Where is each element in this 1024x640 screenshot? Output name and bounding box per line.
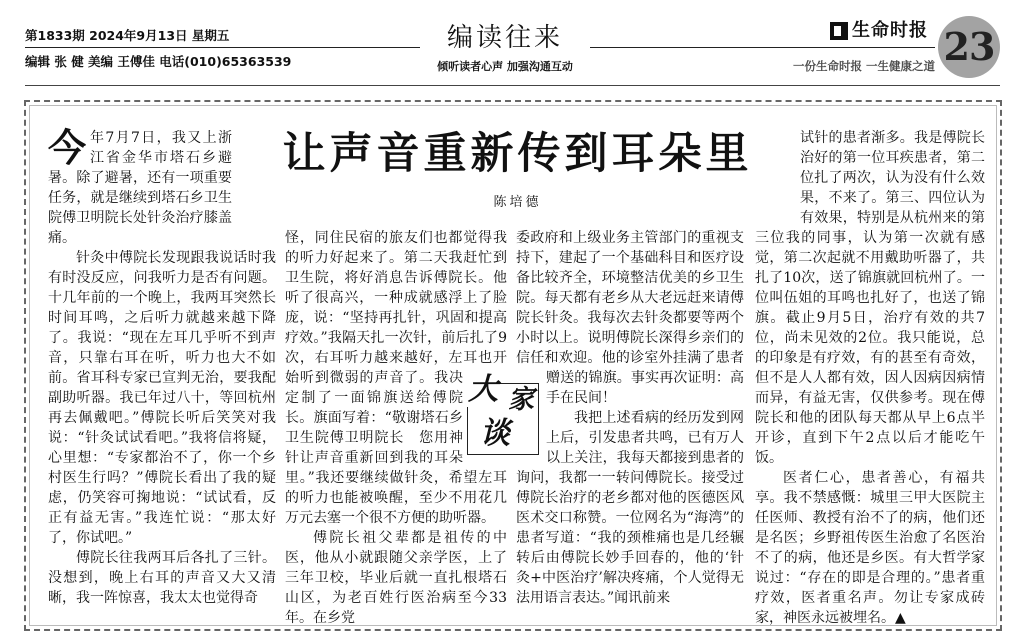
masthead-logo-text: 生命时报 <box>852 20 928 41</box>
header-divider-right <box>590 47 935 48</box>
article-paragraph: 傅院长祖父辈都是祖传的中医，他从小就跟随父亲学医，上了三年卫校，毕业后就一直扎根塔石山区，为老百姓行医治病至今33年。在乡党 <box>285 530 507 626</box>
article-column-3 <box>516 228 744 608</box>
editor-credits: 编辑 张 健 美编 王傅佳 电话(010)65363539 <box>25 54 292 69</box>
article-column-1 <box>48 125 276 608</box>
page-number-badge <box>938 16 1000 78</box>
badge-char: 大 <box>468 372 498 407</box>
section-title: 编读往来 <box>446 23 563 53</box>
article-paragraph: 怪，同住民宿的旅友们也都觉得我的听力好起来了。第二天我赶忙到卫生院，将好消息告诉傅院长。他听了很高兴，一种成就感浮上了脸庞，说：“坚持再扎针，巩固和提高疗效。”我隔天扎一次针，前后扎了9次，右耳听力越来越好，左耳也开始听到微弱的声音了。我决定制了一面锦旗送给傅院长。旗面写着：“敬谢塔石乡卫生院傅卫明院长 您用神针让声音重新回到我的耳朵里。”我还要继续做针灸，希望左耳的听力也能被唤醒，至少不用花几万元去塞一个很不方便的助听器。 <box>285 230 507 526</box>
drop-cap: 今 <box>48 125 87 170</box>
section-subtitle: 倾听读者心声 加强沟通互动 <box>437 60 573 73</box>
page-number: 23 <box>943 24 995 69</box>
article-paragraph: 我把上述看病的经历发到网上后，引发患者共鸣，已有万人以上关注，我每天都接到患者的询问，我都一一转问傅院长。接受过傅院长治疗的老乡都对他的医德医风医术交口称赞。一位网名为“海湾”的患者写道：“我的颈椎痛也是几经辗转后由傅院长妙手回春的，他的‘针灸+中医治疗’解决疼痛，个人觉得无法用语言表达。”闻讯前来 <box>516 410 744 606</box>
title-wrap-spacer <box>232 128 276 228</box>
title-wrap-spacer <box>755 128 800 228</box>
masthead-logo <box>830 19 935 43</box>
header-divider-left <box>25 47 420 48</box>
issue-date-line: 第1833期 2024年9月13日 星期五 <box>25 28 230 43</box>
badge-char: 谈 <box>480 416 510 451</box>
article-title: 让声音重新传到耳朵里 <box>282 129 753 179</box>
dajiatan-column-badge <box>465 373 543 457</box>
article-paragraph: 傅院长往我两耳后各扎了三针。没想到，晚上右耳的声音又大又清晰，我一阵惊喜，我太太也觉得奇 <box>48 550 276 606</box>
header-bottom-rule <box>25 85 1000 86</box>
article-heading <box>240 118 795 222</box>
article-paragraph: 试针的患者渐多。我是傅院长治好的第一位耳疾患者，第二位扎了两次，认为没有什么效果，不来了。第三、四位认为有效果，特别是从杭州来的第三位我的同事，认为第一次就有感觉，第二次起就不用戴助听器了，共扎了10次，送了锦旗就回杭州了。一位叫伍姐的耳鸣也扎好了，也送了锦旗。截止9月5日，治疗有效的共7位，尚未见效的2位。我只能说，总的印象是有疗效，有的甚至有奇效，但不是人人都有效，因人因病因病情而异，有益无害，仅供参考。现在傅院长和他的团队每天都从早上6点半开诊，直到下午2点以后才能吃午饭。 <box>755 130 985 466</box>
badge-char: 家 <box>508 385 535 415</box>
article-paragraph: 医者仁心，患者善心，有福共享。我不禁感慨：城里三甲大医院主任医师、教授有治不了的病，他们还是名医；乡野祖传医生治愈了名医治不了的病，他还是乡医。有大哲学家说过：“存在的即是合理的。”患者重疗效，医者重名声。勿让专家成砖家，神医永远被埋名。▲ <box>755 470 985 626</box>
paragraph-text: 年7月7日，我又上浙江省金华市塔石乡避暑。除了避暑，还有一项重要任务，就是继续到塔石乡卫生院傅卫明院长处针灸治疗膝盖痛。 <box>48 130 232 246</box>
article-paragraph: 委政府和上级业务主管部门的重视支持下，建起了一个基础科目和医疗设备比较齐全，环境整洁优美的乡卫生院。每天都有老乡从大老远赶来请傅院长针灸。我每次去针灸都要等两个小时以上。说明傅院长深得乡亲们的信任和欢迎。他的诊室外挂满了患者赠送的锦旗。事实再次证明：高手在民间！ <box>516 230 744 406</box>
article-column-4 <box>755 128 985 626</box>
newspaper-logo-icon <box>830 22 848 40</box>
article-paragraph: 针灸中傅院长发现跟我说话时我有时没反应，问我听力是否有问题。十几年前的一个晚上，我两耳突然长时间耳鸣，之后听力就越来越下降了。我说：“现在左耳几乎听不到声音，只靠右耳在听，听力也大不如前。省耳科专家已宣判无治，要我配副助听器。我已年过八十，等回杭州再去佩戴吧。”傅院长听后笑笑对我说：“针灸试试看吧。”我将信将疑，心里想：“专家都治不了，你一个乡村医生行吗？”傅院长看出了我的疑虑，仍笑容可掬地说：“试试看，反正有益无害。”我连忙说：“那太好了，你试吧。” <box>48 250 276 546</box>
article-author: 陈培德 <box>493 195 542 210</box>
masthead-slogan: 一份生命时报 一生健康之道 <box>792 59 935 73</box>
